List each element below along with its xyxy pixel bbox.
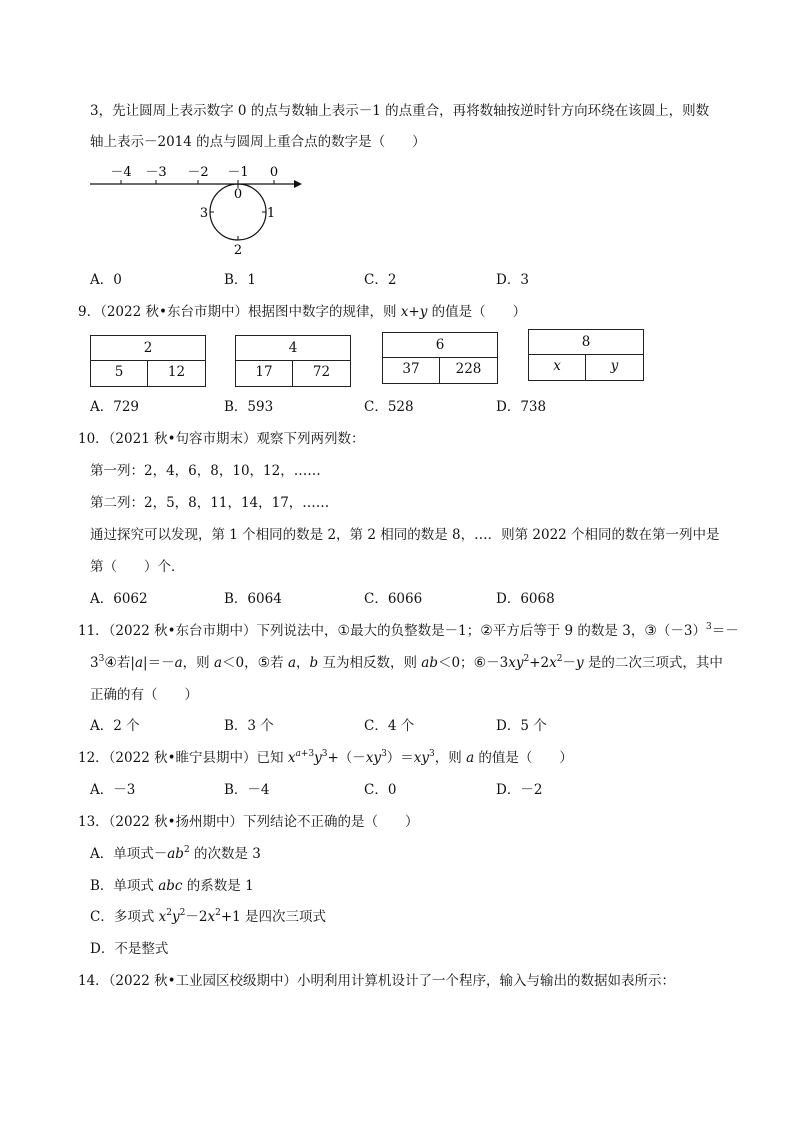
q12-line1: 12．（2022 秋•睢宁县期中）已知 $x^{a+3}y^3+(-xy^3)=xy^3$，则 a 的值是（ ） (78, 749, 573, 766)
circle-label-left: 3 (199, 206, 209, 221)
q11-option-b: B．3 个 (224, 718, 274, 734)
box-right-value: 12 (167, 364, 186, 380)
box-left-value: 5 (91, 360, 148, 386)
q10-option-d: D．6068 (496, 591, 555, 607)
box-right-value: y (610, 358, 619, 374)
q10-line3: 第二列：2，5，8，11，14，17，…… (90, 495, 330, 511)
q9-option-c: C．528 (364, 399, 414, 415)
q10-option-a: A．6062 (90, 591, 148, 607)
box-top-value: 4 (236, 336, 350, 361)
q8-option-b: B．1 (224, 272, 257, 288)
q10-option-b: B．6064 (224, 591, 282, 607)
q13-option-a: A．单项式$-ab^2$ 的次数是 3 (90, 845, 261, 862)
q12-option-b: B．－4 (224, 782, 270, 798)
pattern-box (90, 335, 206, 387)
tick-label: －1 (227, 165, 249, 180)
circle-label-top: 0 (233, 187, 243, 202)
q8-line1: 3，先让圆周上表示数字 0 的点与数轴上表示－1 的点重合，再将数轴按逆时针方向环绕在该圆上，则数 (90, 103, 710, 119)
pattern-box (528, 329, 644, 381)
q12-option-c: C．0 (364, 782, 397, 798)
tick-label: 0 (269, 165, 279, 180)
q8-option-c: C．2 (364, 272, 397, 288)
pattern-box (235, 335, 351, 387)
box-top-value: 2 (91, 336, 205, 361)
q9-option-d: D．738 (496, 399, 547, 415)
q14-line1: 14．（2022 秋•工业园区校级期中）小明利用计算机设计了一个程序，输入与输出的数据如表所示： (78, 973, 676, 989)
box-top-value: 6 (383, 333, 497, 358)
q13-option-d: D．不是整式 (90, 941, 169, 957)
number-line-circle-figure (88, 160, 318, 260)
q8-option-d: D．3 (496, 272, 529, 288)
q10-line5: 第（ ）个． (90, 559, 185, 575)
box-left-value: 17 (236, 360, 293, 386)
circle-label-bottom: 2 (233, 243, 243, 258)
tick-label: －2 (187, 165, 209, 180)
box-left-value: x (529, 354, 586, 380)
q10-option-c: C．6066 (364, 591, 423, 607)
q11-option-d: D．5 个 (496, 718, 547, 734)
q12-option-a: A．－3 (90, 782, 136, 798)
q12-option-d: D．－2 (496, 782, 543, 798)
q11-line2: $3^3④$若|a|＝－a，则 a＜0，⑤若 a，b 互为相反数，则 ab＜0；$⑥-3xy^2+2x^2-y$ 是的二次三项式，其中 (90, 654, 723, 671)
q8-option-a: A．0 (90, 272, 122, 288)
box-left-value: 37 (383, 357, 440, 383)
q10-line4: 通过探究可以发现，第 1 个相同的数是 2，第 2 相同的数是 8，…．则第 2022 个相同的数在第一列中是 (90, 527, 720, 543)
axis-arrow-icon (294, 180, 302, 188)
q13-line1: 13．（2022 秋•扬州期中）下列结论不正确的是（ ） (78, 814, 419, 830)
tick-label: －4 (110, 165, 132, 180)
q9-line1: 9．（2022 秋•东台市期中）根据图中数字的规律，则 x+y 的值是（ ） (78, 304, 527, 320)
q11-line3: 正确的有（ ） (90, 687, 198, 703)
tick-label: －3 (145, 165, 167, 180)
pattern-box (382, 332, 498, 384)
box-right-value: 228 (455, 361, 482, 377)
q10-line1: 10．（2021 秋•句容市期末）观察下列两列数： (78, 431, 365, 447)
q13-option-c: C．多项式 $x^2y^2-2x^2+1$ 是四次三项式 (90, 908, 327, 925)
q11-option-c: C．4 个 (364, 718, 415, 734)
box-top-value: 8 (529, 330, 643, 355)
q8-line2: 轴上表示－2014 的点与圆周上重合点的数字是（ ） (90, 134, 426, 150)
q13-option-b: B．单项式 abc 的系数是 1 (90, 878, 254, 894)
q10-line2: 第一列：2，4，6，8，10，12，…… (90, 463, 321, 479)
circle-label-right: 1 (266, 206, 276, 221)
q9-option-a: A．729 (90, 399, 140, 415)
box-right-value: 72 (312, 364, 331, 380)
q9-option-b: B．593 (224, 399, 274, 415)
q11-line1: 11．（2022 秋•东台市期中）下列说法中，①最大的负整数是－1；②平方后等于 9 的数是 3，$③(-3)^3=-$ (78, 622, 739, 639)
q11-option-a: A．2 个 (90, 718, 140, 734)
axis-ticks (121, 180, 274, 184)
